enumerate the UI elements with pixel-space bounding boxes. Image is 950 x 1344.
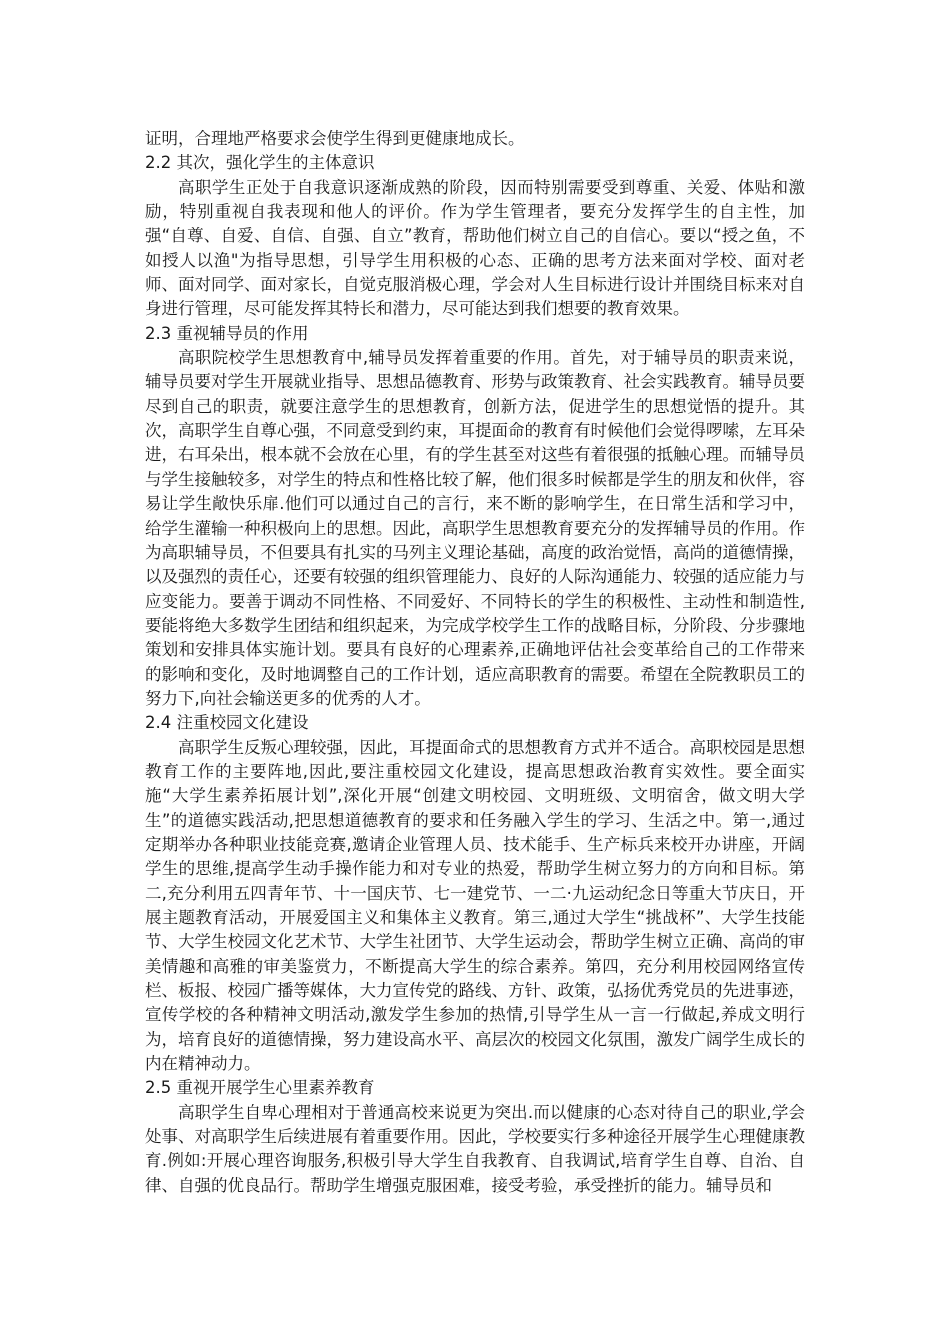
paragraph-2-5: 高职学生自卑心理相对于普通高校来说更为突出.而以健康的心态对待自己的职业,学会处事、对高职学生后续进展有着重要作用。因此，学校要实行多种途径开展学生心理健康教育.例如:开展心理咨询服务,积极引导大学生自我教育、自我调试,培育学生自尊、自治、自律、自强的优良品行。帮助学生增强克服困难，接受考验，承受挫折的能力。辅导员和 [145, 1102, 805, 1195]
paragraph-2-3: 高职院校学生思想教育中,辅导员发挥着重要的作用。首先，对于辅导员的职责来说，辅导员要对学生开展就业指导、思想品德教育、形势与政策教育、社会实践教育。辅导员要尽到自己的职责，就要注意学生的思想教育，创新方法，促进学生的思想觉悟的提升。其次，高职学生自尊心强，不同意受到约束，耳提面命的教育有时候他们会觉得啰嗦，左耳朵进，右耳朵出，根本就不会放在心里，有的学生甚至对这些有着很强的抵触心理。而辅导员与学生接触较多，对学生的特点和性格比较了解，他们很多时候都是学生的朋友和伙伴，容易让学生敞快乐扉.他们可以通过自己的言行，来不断的影响学生，在日常生活和学习中，给学生灌输一种积极向上的思想。因此，高职学生思想教育要充分的发挥辅导员的作用。作为高职辅导员，不但要具有扎实的马列主义理论基础，高度的政治觉悟，高尚的道德情操，以及强烈的责任心，还要有较强的组织管理能力、良好的人际沟通能力、较强的适应能力与应变能力。要善于调动不同性格、不同爱好、不同特长的学生的积极性、主动性和制造性,要能将绝大多数学生团结和组织起来，为完成学校学生工作的战略目标，分阶段、分步骤地策划和安排具体实施计划。要具有良好的心理素养,正确地评估社会变革给自己的工作带来的影响和变化，及时地调整自己的工作计划，适应高职教育的需要。希望在全院教职员工的努力下,向社会输送更多的优秀的人才。 [145, 348, 805, 708]
section-heading-2-2: 2.2 其次，强化学生的主体意识 [145, 153, 375, 173]
section-heading-2-4: 2.4 注重校园文化建设 [145, 713, 309, 733]
section-heading-2-3: 2.3 重视辅导员的作用 [145, 323, 309, 343]
paragraph-continuation: 证明，合理地严格要求会使学生得到更健康地成长。 [145, 129, 525, 148]
paragraph-2-4: 高职学生反叛心理较强，因此，耳提面命式的思想教育方式并不适合。高职校园是思想教育工作的主要阵地,因此,要注重校园文化建设，提高思想政治教育实效性。要全面实施“大学生素养拓展计划”,深化开展“创建文明校园、文明班级、文明宿舍，做文明大学生”的道德实践活动,把思想道德教育的要求和任务融入学生的学习、生活之中。第一,通过定期举办各种职业技能竞赛,邀请企业管理人员、技术能手、生产标兵来校开办讲座，开阔学生的思维,提高学生动手操作能力和对专业的热爱，帮助学生树立努力的方向和目标。第二,充分利用五四青年节、十一国庆节、七一建党节、一二·九运动纪念日等重大节庆日，开展主题教育活动，开展爱国主义和集体主义教育。第三,通过大学生“挑战杯”、大学生技能节、大学生校园文化艺术节、大学生社团节、大学生运动会，帮助学生树立正确、高尚的审美情趣和高雅的审美鉴赏力，不断提高大学生的综合素养。第四，充分利用校园网络宣传栏、板报、校园广播等媒体，大力宣传党的路线、方针、政策，弘扬优秀党员的先进事迹，宣传学校的各种精神文明活动,激发学生参加的热情,引导学生从一言一行做起,养成文明行为，培育良好的道德情操，努力建设高水平、高层次的校园文化氛围，激发广阔学生成长的内在精神动力。 [145, 737, 805, 1074]
document-body [145, 127, 805, 1198]
paragraph-2-2: 高职学生正处于自我意识逐渐成熟的阶段，因而特别需要受到尊重、关爱、体贴和激励，特别重视自我表现和他人的评价。作为学生管理者，要充分发挥学生的自主性，加强“自尊、自爱、自信、自强、自立”教育，帮助他们树立自己的自信心。要以“授之鱼，不如授人以渔"为指导思想，引导学生用积极的心态、正确的思考方法来面对学校、面对老师、面对同学、面对家长，自觉克服消极心理，学会对人生目标进行设计并围绕目标来对自身进行管理，尽可能发挥其特长和潜力，尽可能达到我们想要的教育效果。 [145, 177, 805, 319]
section-heading-2-5: 2.5 重视开展学生心里素养教育 [145, 1078, 375, 1098]
